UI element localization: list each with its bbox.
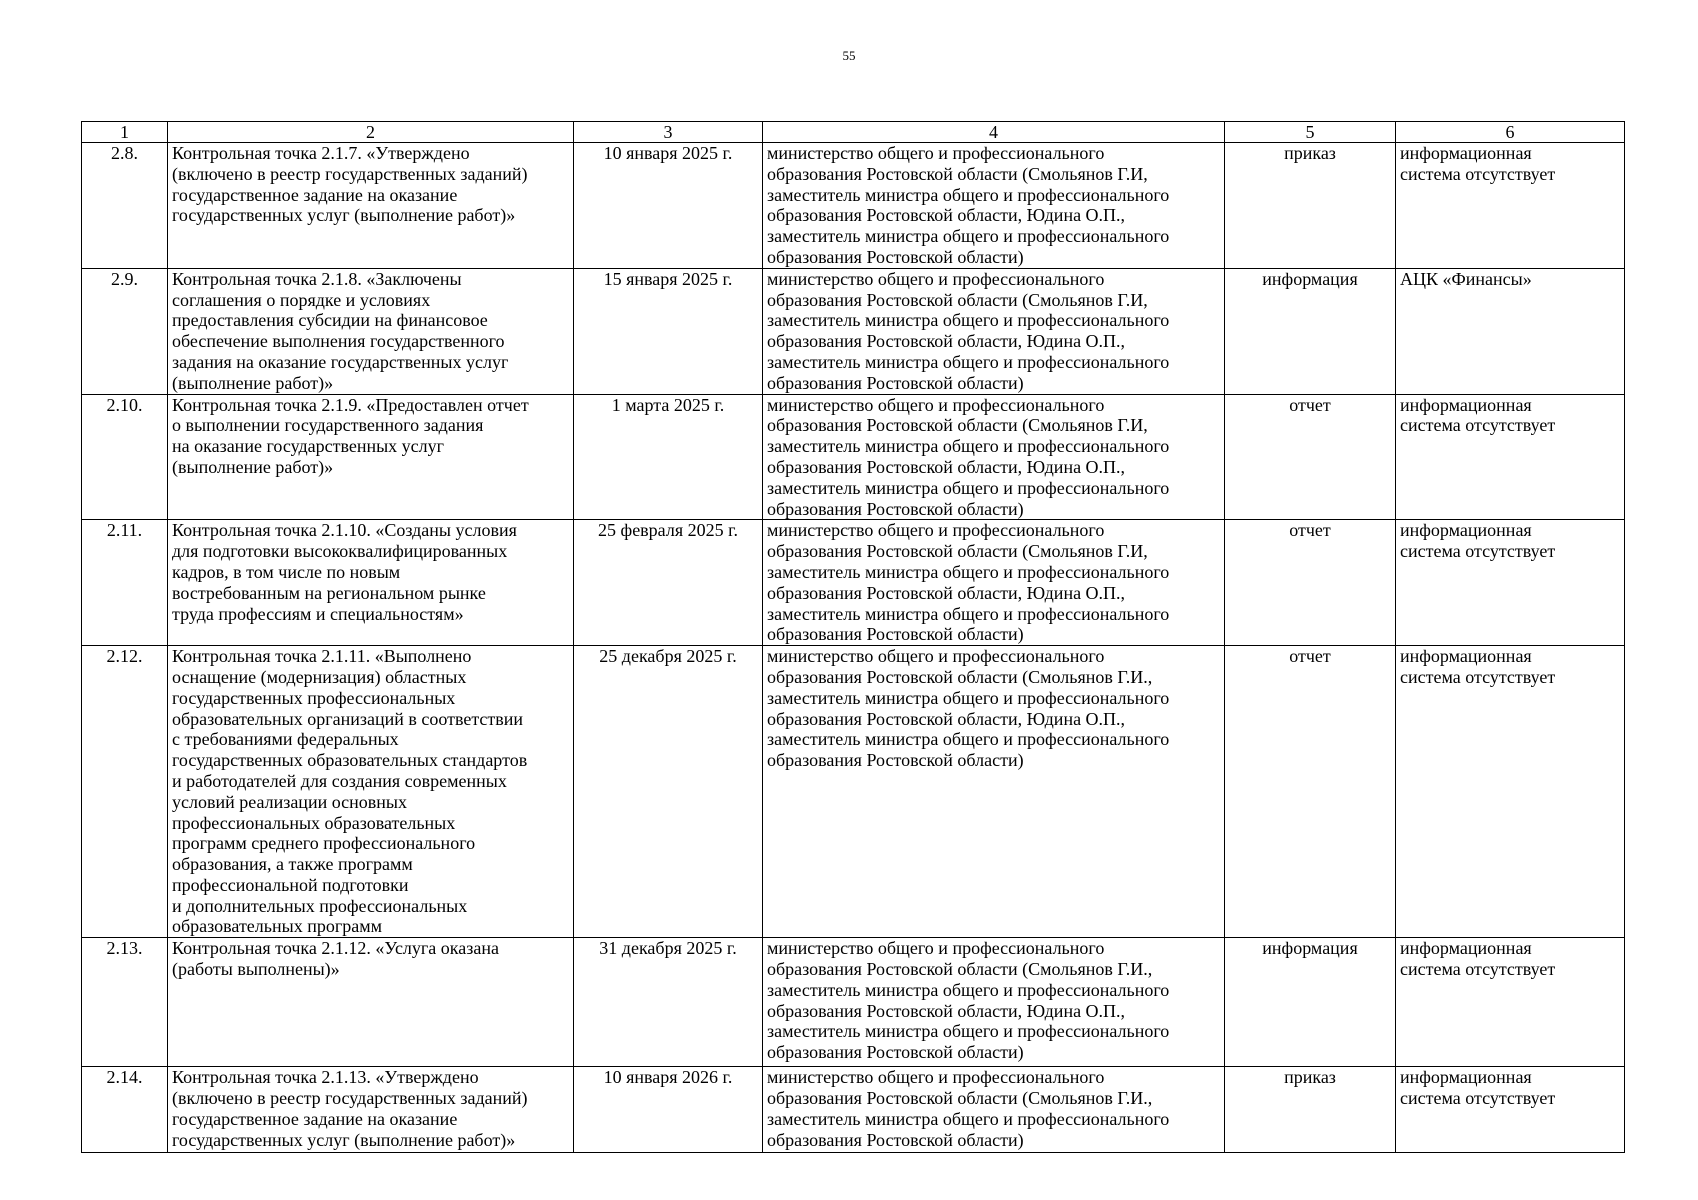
row-number-cell: 2.11. [82, 520, 168, 646]
info-system-cell: АЦК «Финансы» [1396, 268, 1625, 394]
event-cell: Контрольная точка 2.1.7. «Утверждено (включено в реестр государственных заданий) государственное задание на оказание государственных услуг (выполнение работ)» [168, 143, 574, 269]
table-row [82, 394, 1625, 520]
table-body [82, 143, 1625, 1153]
responsible-cell: министерство общего и профессионального образования Ростовской области (Смольянов Г.И, заместитель министра общего и профессионального образования Ростовской области, Юдина О.П., заместитель министра общего и профессионального образования Ростовской области) [763, 268, 1225, 394]
event-cell: Контрольная точка 2.1.10. «Созданы условия для подготовки высококвалифицированных кадров, в том числе по новым востребованным на региональном рынке труда профессиям и специальностям» [168, 520, 574, 646]
column-header: 4 [763, 122, 1225, 143]
document-type-cell: отчет [1225, 646, 1396, 938]
document-type-cell: информация [1225, 938, 1396, 1067]
responsible-cell: министерство общего и профессионального образования Ростовской области (Смольянов Г.И., заместитель министра общего и профессионального образования Ростовской области, Юдина О.П., заместитель министра общего и профессионального образования Ростовской области) [763, 938, 1225, 1067]
info-system-cell: информационная система отсутствует [1396, 1067, 1625, 1153]
event-cell: Контрольная точка 2.1.13. «Утверждено (включено в реестр государственных заданий) государственное задание на оказание государственных услуг (выполнение работ)» [168, 1067, 574, 1153]
row-number-cell: 2.12. [82, 646, 168, 938]
column-number-row [82, 122, 1625, 143]
date-cell: 25 декабря 2025 г. [574, 646, 763, 938]
event-cell: Контрольная точка 2.1.12. «Услуга оказана (работы выполнены)» [168, 938, 574, 1067]
page-number: 55 [842, 48, 856, 63]
column-header: 1 [82, 122, 168, 143]
row-number-cell: 2.14. [82, 1067, 168, 1153]
date-cell: 25 февраля 2025 г. [574, 520, 763, 646]
document-type-cell: информация [1225, 268, 1396, 394]
date-cell: 15 января 2025 г. [574, 268, 763, 394]
table-row [82, 938, 1625, 1067]
column-header: 6 [1396, 122, 1625, 143]
info-system-cell: информационная система отсутствует [1396, 938, 1625, 1067]
info-system-cell: информационная система отсутствует [1396, 394, 1625, 520]
info-system-cell: информационная система отсутствует [1396, 646, 1625, 938]
row-number-cell: 2.13. [82, 938, 168, 1067]
date-cell: 31 декабря 2025 г. [574, 938, 763, 1067]
table-row [82, 143, 1625, 269]
responsible-cell: министерство общего и профессионального образования Ростовской области (Смольянов Г.И., заместитель министра общего и профессионального образования Ростовской области) [763, 1067, 1225, 1153]
responsible-cell: министерство общего и профессионального образования Ростовской области (Смольянов Г.И, заместитель министра общего и профессионального образования Ростовской области, Юдина О.П., заместитель министра общего и профессионального образования Ростовской области) [763, 143, 1225, 269]
table-row [82, 646, 1625, 938]
control-points-table [81, 121, 1625, 1153]
date-cell: 10 января 2026 г. [574, 1067, 763, 1153]
responsible-cell: министерство общего и профессионального образования Ростовской области (Смольянов Г.И, заместитель министра общего и профессионального образования Ростовской области, Юдина О.П., заместитель министра общего и профессионального образования Ростовской области) [763, 394, 1225, 520]
responsible-cell: министерство общего и профессионального образования Ростовской области (Смольянов Г.И., заместитель министра общего и профессионального образования Ростовской области, Юдина О.П., заместитель министра общего и профессионального образования Ростовской области) [763, 646, 1225, 938]
document-type-cell: отчет [1225, 520, 1396, 646]
table-header [82, 122, 1625, 143]
document-type-cell: приказ [1225, 143, 1396, 269]
event-cell: Контрольная точка 2.1.9. «Предоставлен отчет о выполнении государственного задания на оказание государственных услуг (выполнение работ)» [168, 394, 574, 520]
event-cell: Контрольная точка 2.1.8. «Заключены соглашения о порядке и условиях предоставления субсидии на финансовое обеспечение выполнения государственного задания на оказание государственных услуг (выполнение работ)» [168, 268, 574, 394]
column-header: 2 [168, 122, 574, 143]
info-system-cell: информационная система отсутствует [1396, 520, 1625, 646]
responsible-cell: министерство общего и профессионального образования Ростовской области (Смольянов Г.И, заместитель министра общего и профессионального образования Ростовской области, Юдина О.П., заместитель министра общего и профессионального образования Ростовской области) [763, 520, 1225, 646]
table-row [82, 1067, 1625, 1153]
row-number-cell: 2.8. [82, 143, 168, 269]
event-cell: Контрольная точка 2.1.11. «Выполнено оснащение (модернизация) областных государственных профессиональных образовательных организаций в соответствии с требованиями федеральных государственных образовательных стандартов и работодателей для создания современных условий реализации основных профессиональных образовательных программ среднего профессионального образования, а также программ профессиональной подготовки и дополнительных профессиональных образовательных программ [168, 646, 574, 938]
date-cell: 1 марта 2025 г. [574, 394, 763, 520]
row-number-cell: 2.9. [82, 268, 168, 394]
column-header: 5 [1225, 122, 1396, 143]
table-row [82, 268, 1625, 394]
row-number-cell: 2.10. [82, 394, 168, 520]
document-type-cell: приказ [1225, 1067, 1396, 1153]
date-cell: 10 января 2025 г. [574, 143, 763, 269]
document-type-cell: отчет [1225, 394, 1396, 520]
info-system-cell: информационная система отсутствует [1396, 143, 1625, 269]
table-row [82, 520, 1625, 646]
column-header: 3 [574, 122, 763, 143]
